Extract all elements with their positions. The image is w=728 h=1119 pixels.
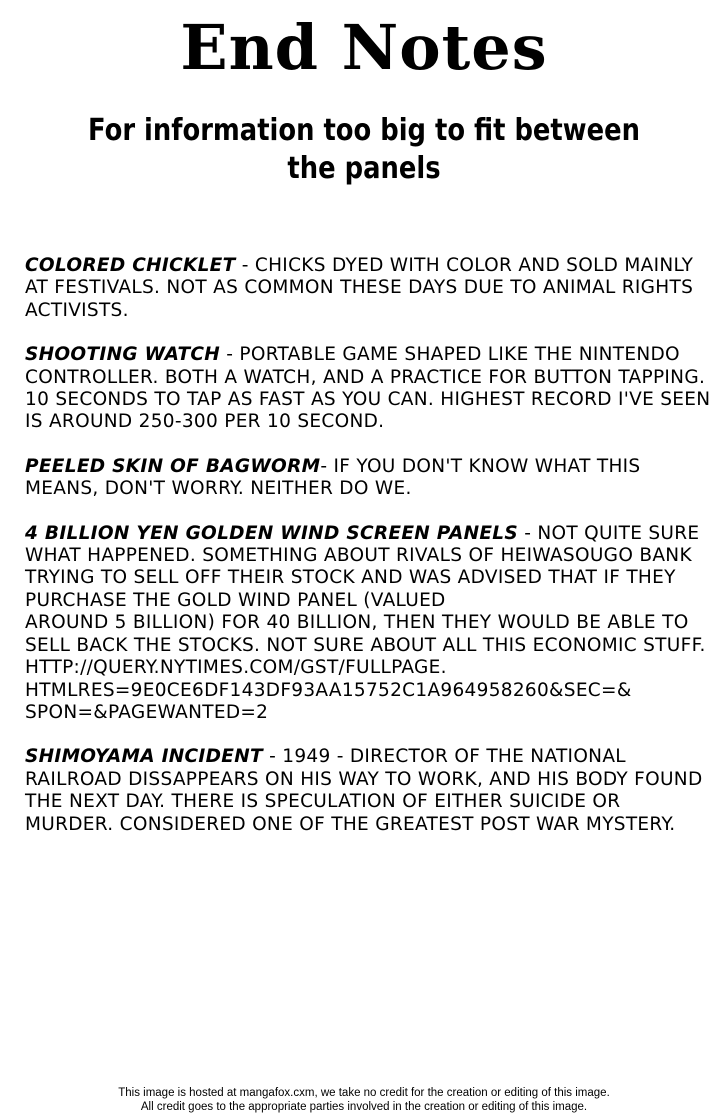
note-term: COLORED CHICKLET — [25, 255, 236, 276]
note-term: PEELED SKIN OF BAGWORM — [25, 455, 321, 477]
note-term: 4 BILLION YEN GOLDEN WIND SCREEN PANELS — [25, 522, 519, 544]
note-item — [25, 344, 715, 434]
note-text: - IF YOU DON'T KNOW WHAT THIS MEANS, DON'T WORRY. NEITHER DO WE. — [25, 455, 641, 500]
note-item — [25, 746, 715, 836]
footer-line-2: All credit goes to the appropriate parties involved in the creation or editing of this image. — [140, 1101, 588, 1113]
note-item — [25, 255, 715, 322]
note-text: - NOT QUITE SURE WHAT HAPPENED. SOMETHING ABOUT RIVALS OF HEIWASOUGO BANK TRYING TO SELL OFF THEIR STOCK AND WAS ADVISED THAT IF THEY PURCHASE THE GOLD WIND PANEL (VALUED AROUND 5 BILLION) FOR 40 BILLION, THEN THEY WOULD BE ABLE TO SELL BACK THE STOCKS. NOT SURE ABOUT ALL THIS ECONOMIC STUFF. HTTP://QUERY.NYTIMES.COM/GST/FULLPAGE. HTMLRES=9E0CE6DF143DF93AA15752C1A964958260&SEC=& SPON=&PAGEWANTED=2 — [25, 522, 706, 723]
note-item — [25, 523, 715, 725]
page-title: End Notes — [180, 11, 548, 84]
note-text: - 1949 - DIRECTOR OF THE NATIONAL RAILROAD DISSAPPEARS ON HIS WAY TO WORK, AND HIS BODY FOUND THE NEXT DAY. THERE IS SPECULATION OF EITHER SUICIDE OR MURDER. CONSIDERED ONE OF THE GREATEST POST WAR MYSTERY. — [25, 746, 703, 835]
notes-list — [25, 255, 715, 858]
note-text: - CHICKS DYED WITH COLOR AND SOLD MAINLY AT FESTIVALS. NOT AS COMMON THESE DAYS DUE TO ANIMAL RIGHTS ACTIVISTS. — [25, 255, 694, 321]
note-text: - PORTABLE GAME SHAPED LIKE THE NINTENDO CONTROLLER. BOTH A WATCH, AND A PRACTICE FOR BUTTON TAPPING. 10 SECONDS TO TAP AS FAST AS YOU CAN. HIGHEST RECORD I'VE SEEN IS AROUND 250-300 PER 10 SECOND. — [25, 344, 711, 433]
hosting-credit-footer — [0, 1086, 728, 1114]
note-term: SHOOTING WATCH — [25, 344, 221, 366]
note-term: SHIMOYAMA INCIDENT — [25, 746, 263, 768]
page-subtitle: For information too big to fit between the panels — [88, 113, 640, 186]
note-item — [25, 456, 715, 501]
footer-line-1: This image is hosted at mangafox.cxm, we take no credit for the creation or editing of this image. — [118, 1087, 610, 1099]
